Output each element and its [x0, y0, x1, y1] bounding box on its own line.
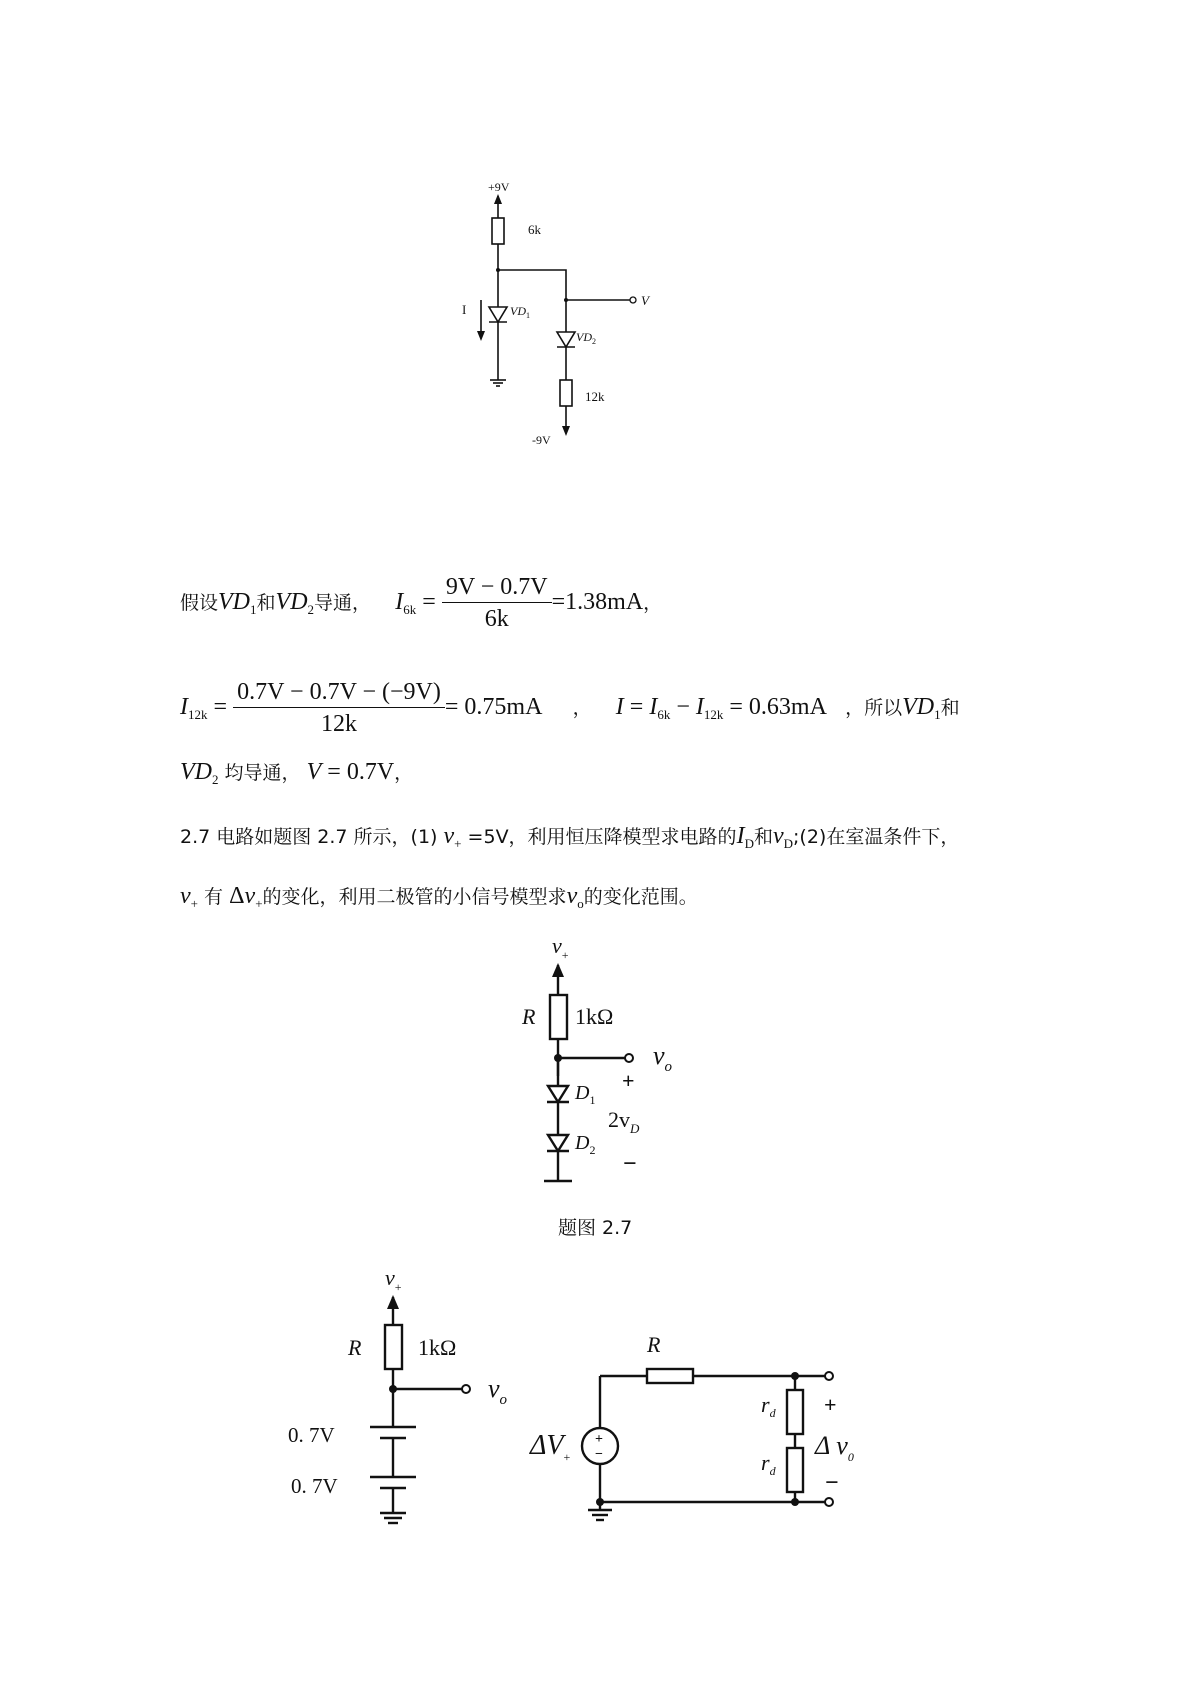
resistor-r — [385, 1325, 402, 1369]
vd2-label: VD — [576, 330, 592, 344]
output-terminal-bottom — [825, 1498, 833, 1506]
output-terminal — [630, 297, 636, 303]
diode-d1 — [547, 1058, 569, 1135]
circuit-figure-3 — [288, 1265, 540, 1535]
svg-text:v+: $v_+$ — [552, 933, 569, 962]
rd-1-label: r — [761, 1392, 770, 1417]
svg-text:vo: $v_o$ — [488, 1374, 508, 1408]
circuit-figure-2 — [510, 935, 710, 1200]
battery-1 — [370, 1427, 416, 1477]
d1-label: D — [575, 1082, 590, 1104]
ground-icon — [380, 1513, 406, 1523]
ground-icon — [588, 1502, 612, 1520]
two-vd-label: 2v — [608, 1107, 630, 1132]
resistor-6k-label: 6k — [528, 222, 541, 237]
diode-d2 — [547, 1135, 569, 1181]
fraction-i12k: $\frac{0.7V - 0.7V - (-9V)}{12k}$ — [233, 677, 445, 740]
svg-text:D2: $D_2$ — [575, 1132, 596, 1157]
diode-vd2 — [557, 300, 575, 380]
output-terminal — [462, 1385, 470, 1393]
rd-2-label: r — [761, 1450, 770, 1475]
svg-text:+: + — [595, 1432, 603, 1447]
output-v-label: V — [641, 293, 649, 308]
svg-text:rd: $r_d$ — [761, 1392, 776, 1420]
supply-plus9v-label: +9V — [488, 180, 510, 194]
solution-line-2: $I_{12k}$ = $\frac{0.7V - 0.7V - (-9V)}{12k}$ = 0.75mA ， $I = I_{6k} - I_{12k} = 0.63mA$ ，所以$VD_1$和 — [180, 677, 960, 740]
resistor-value-label: 1kΩ — [575, 1004, 614, 1029]
fraction-i6k: $\frac{9V - 0.7V}{6k}$ — [442, 572, 552, 635]
vplus-label: v — [385, 1265, 395, 1290]
minus-sign: − — [623, 1151, 637, 1177]
supply-minus9v-label: -9V — [532, 433, 551, 447]
svg-text:Δ v0: Δ $v_0$ — [815, 1431, 854, 1464]
arrow-up-icon — [387, 1295, 399, 1325]
current-arrow-icon — [477, 300, 485, 341]
vd1-label: VD — [510, 304, 526, 318]
battery-2-label: 0. 7V — [291, 1474, 338, 1498]
arrow-up-icon — [494, 194, 502, 218]
vo-label: v — [488, 1374, 500, 1403]
svg-text:vo: $v_o$ — [653, 1041, 673, 1075]
resistor-12k-label: 12k — [585, 389, 605, 404]
junction-dot — [791, 1498, 799, 1506]
resistor-r — [647, 1369, 693, 1383]
resistor-rd-2 — [787, 1448, 803, 1492]
arrow-down-icon — [562, 406, 570, 436]
arrow-up-icon — [552, 963, 564, 995]
svg-text:VD2: $VD_2$ — [576, 330, 596, 346]
diode-vd1 — [489, 300, 507, 380]
svg-text:ΔV+: $\Delta V_+$ — [530, 1430, 571, 1464]
vplus-label: v — [552, 933, 562, 958]
resistor-12k — [560, 380, 572, 406]
delta-v-plus-label: ΔV — [530, 1430, 564, 1461]
problem-line-1: 2.7 电路如题图 2.7 所示，(1) $v_+ =5V$，利用恒压降模型求电路的$I_D$和$v_D;(2)$在室温条件下， — [180, 823, 960, 851]
solution-line-1: 假设$VD_1$和$VD_2$导通， $I_{6k}$ = $\frac{9V - 0.7V}{6k}$ =1.38mA， — [180, 572, 662, 635]
circuit-figure-4 — [515, 1330, 875, 1550]
svg-text:2vD: $2v_D$ — [608, 1107, 640, 1136]
battery-2 — [370, 1477, 416, 1513]
svg-text:VD1: $VD_1$ — [510, 304, 530, 320]
resistor-rd-1 — [787, 1390, 803, 1434]
resistor-6k — [492, 218, 504, 244]
problem-line-2: $v_+$ 有 $\Delta v_+$的变化，利用二极管的小信号模型求$v_o$的变化范围。 — [180, 883, 698, 911]
current-i-label: I — [462, 302, 467, 317]
svg-text:rd: $r_d$ — [761, 1450, 776, 1478]
solution-line-3: $VD_2$ 均导通， V = 0.7V， — [180, 759, 414, 787]
resistor-value-label: 1kΩ — [418, 1335, 457, 1360]
resistor-r — [550, 995, 567, 1039]
ground-icon — [490, 380, 506, 386]
output-terminal — [625, 1054, 633, 1062]
vo-label: v — [653, 1041, 665, 1070]
battery-1-label: 0. 7V — [288, 1423, 335, 1447]
figure-caption: 题图 2.7 — [558, 1217, 633, 1239]
resistor-r-label: R — [522, 1004, 536, 1029]
resistor-r-label: R — [348, 1335, 362, 1360]
delta-vo-label: Δ v — [815, 1431, 848, 1460]
output-terminal-top — [825, 1372, 833, 1380]
svg-text:v+: $v_+$ — [385, 1265, 402, 1294]
minus-sign: − — [825, 1470, 839, 1496]
circuit-figure-1 — [462, 180, 700, 480]
junction-dot — [496, 268, 500, 272]
plus-sign: + — [622, 1068, 635, 1093]
plus-sign: + — [824, 1392, 837, 1417]
d2-label: D — [575, 1132, 590, 1154]
svg-text:−: − — [595, 1447, 603, 1462]
resistor-r-label: R — [647, 1332, 661, 1357]
svg-text:D1: $D_1$ — [575, 1082, 596, 1107]
voltage-source-icon — [582, 1428, 618, 1464]
